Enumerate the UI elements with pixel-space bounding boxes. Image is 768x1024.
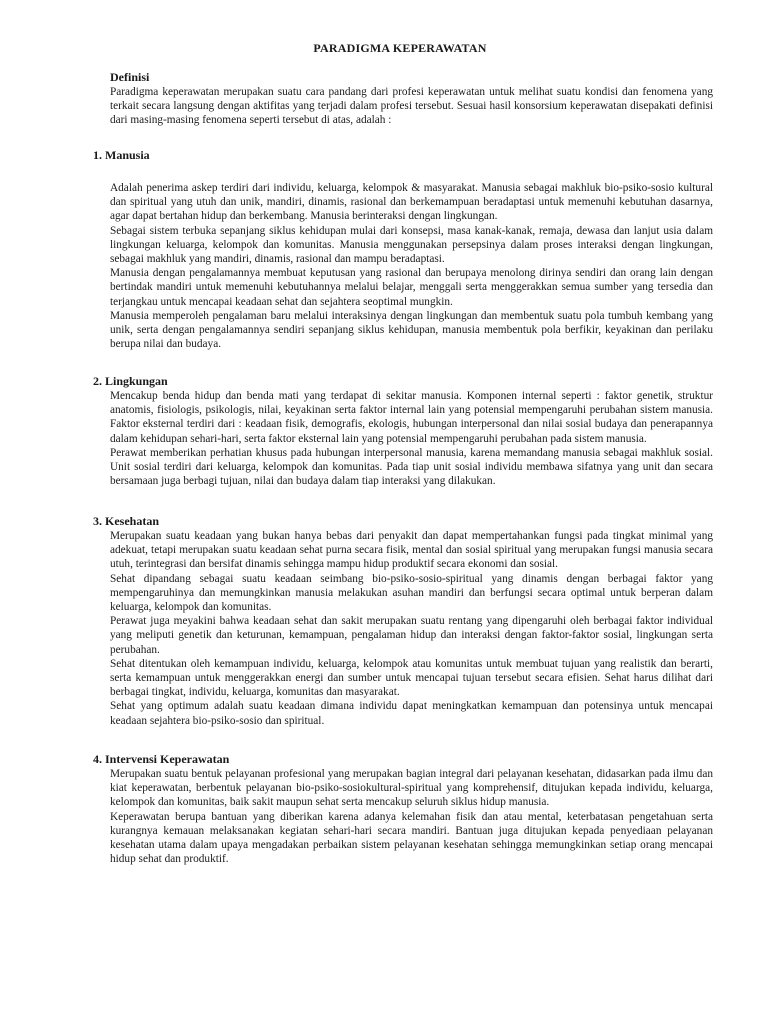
- section-kesehatan: [93, 514, 713, 728]
- section-body: [93, 389, 713, 488]
- definition-heading: Definisi: [110, 70, 150, 84]
- section-intervensi-keperawatan: [93, 752, 713, 866]
- section-lingkungan: [93, 374, 713, 488]
- section-paragraph: Mencakup benda hidup dan benda mati yang terdapat di sekitar manusia. Komponen internal seperti : faktor genetik, struktur anatomis, fisiologis, psikologis, nilai, keyakinan serta faktor internal lain yang potensial mempengaruhi perubahan sistem manusia. Faktor eksternal terdiri dari : keadaan fisik, demografis, ekologis, hubungan interpersonal dan nilai sosial budaya dan penerapannya dalam kehidupan sehari-hari, serta faktor eksternal lain yang potensial mempengaruhi perubahan pada sistem manusia.: [110, 390, 713, 445]
- section-heading: 2. Lingkungan: [93, 374, 168, 388]
- section-paragraph: Keperawatan berupa bantuan yang diberikan karena adanya kelemahan fisik dan atau mental, keterbatasan pengetahuan serta kurangnya kemauan melaksanakan kegiatan sehari-hari secara mandiri. Bantuan juga ditujukan kepada penyediaan pelayanan kesehatan utama dalam upaya mengadakan perbaikan sistem pelayanan kesehatan sehingga memungkinkan setiap orang mencapai hidup sehat dan produktif.: [110, 810, 713, 866]
- section-paragraph: Sehat dipandang sebagai suatu keadaan seimbang bio-psiko-sosio-spiritual yang dinamis dengan berbagai faktor yang mempengaruhinya dan memungkinkan manusia melakukan asuhan mandiri dan berfungsi secara optimal untuk berperan dalam keluarga, kelompok dan komunitas.: [110, 572, 713, 614]
- section-paragraph: Perawat memberikan perhatian khusus pada hubungan interpersonal manusia, karena memandang manusia sebagai makhluk sosial. Unit sosial terdiri dari keluarga, kelompok dan komunitas. Pada tiap unit sosial individu membawa sifatnya yang unit dan secara bersamaan juga berbagi tujuan, nilai dan budaya dalam tiap interaksi yang dilakukan.: [110, 446, 713, 488]
- section-paragraph: Sehat yang optimum adalah suatu keadaan dimana individu dapat meningkatkan kemampuan dan potensinya untuk mencapai keadaan sejahtera bio-psiko-sosio dan spiritual.: [110, 700, 713, 727]
- section-paragraph: Sebagai sistem terbuka sepanjang siklus kehidupan mulai dari konsepsi, masa kanak-kanak, remaja, dewasa dan lanjut usia dalam lingkungan keluarga, kelompok dan komunitas. Manusia menggunakan persepsinya dalam proses interaksi dengan lingkungan, sebagai makhluk yang mandiri, dinamis, rasional dan mampu beradaptasi.: [110, 224, 713, 266]
- section-paragraph: Adalah penerima askep terdiri dari individu, keluarga, kelompok & masyarakat. Manusia sebagai makhluk bio-psiko-sosio kultural dan spiritual yang utuh dan unik, mandiri, dinamis, rasional dan berkemampuan beradaptasi untuk memenuhi kebutuhan dasarnya, agar dapat bertahan hidup dan berkembang. Manusia berinteraksi dengan lingkungan.: [110, 182, 713, 223]
- section-body: [93, 181, 713, 351]
- section-body: [93, 767, 713, 866]
- document-title: PARADIGMA KEPERAWATAN: [313, 41, 487, 55]
- section-paragraph: Manusia dengan pengalamannya membuat keputusan yang rasional dan berupaya menolong dirinya sendiri dan orang lain dengan bertindak mandiri untuk memenuhi kebutuhannya melalui belajar, menggali serta menggerakkan semua sumber yang tersedia dan terjangkau untuk mencapai keadaan sehat dan sejahtera seoptimal mungkin.: [110, 267, 713, 308]
- section-paragraph: Sehat ditentukan oleh kemampuan individu, keluarga, kelompok atau komunitas untuk membuat tujuan yang realistik dan berarti, serta kemampuan untuk menggerakkan energi dan sumber untuk mencapai tujuan tersebut secara efisien. Sehat harus dilihat dari berbagai tingkat, individu, keluarga, komunitas dan masyarakat.: [110, 657, 713, 699]
- definition-paragraph: Paradigma keperawatan merupakan suatu cara pandang dari profesi keperawatan untuk melihat suatu kondisi dan fenomena yang terkait secara langsung dengan aktifitas yang terjadi dalam profesi tersebut. Sesuai hasil konsorsium keperawatan disepakati definisi dari masing-masing fenomena seperti tersebut di atas, adalah :: [110, 86, 713, 127]
- definition-block: [110, 70, 713, 128]
- section-heading: 4. Intervensi Keperawatan: [93, 752, 230, 766]
- section-paragraph: Merupakan suatu bentuk pelayanan profesional yang merupakan bagian integral dari pelayanan kesehatan, didasarkan pada ilmu dan kiat keperawatan, berbentuk pelayanan bio-psiko-sosiokultural-spiritual yang komprehensif, ditujukan kepada individu, keluarga, kelompok dan komunitas, baik sakit maupun sehat serta mencakup seluruh siklus hidup manusia.: [110, 768, 713, 809]
- section-paragraph: Manusia memperoleh pengalaman baru melalui interaksinya dengan lingkungan dan membentuk suatu pola tumbuh kembang yang unik, serta dengan pengalamannya sendiri sepanjang siklus kehidupan, manusia membentuk pola berfikir, keyakinan dan perilaku berupa nilai dan budaya.: [110, 309, 713, 351]
- section-body: [93, 529, 713, 728]
- section-paragraph: Merupakan suatu keadaan yang bukan hanya bebas dari penyakit dan dapat mempertahankan fungsi pada tingkat minimal yang adekuat, tetapi merupakan suatu keadaan sehat purna secara fisik, mental dan sosial spiritual yang merupakan fungsi manusia secara utuh, terintegrasi dan bersifat dinamis sehingga mampu hidup produktif secara ekonomi dan sosial.: [110, 530, 713, 571]
- section-manusia: [93, 148, 713, 351]
- section-heading: 1. Manusia: [93, 148, 150, 162]
- section-heading: 3. Kesehatan: [93, 514, 159, 528]
- section-paragraph: Perawat juga meyakini bahwa keadaan sehat dan sakit merupakan suatu rentang yang dipengaruhi oleh berbagai faktor individual yang meliputi genetik dan keturunan, kemampuan, pengalaman hidup dan interaksi dengan faktor-faktor sosial, lingkungan serta perubahan.: [110, 615, 713, 656]
